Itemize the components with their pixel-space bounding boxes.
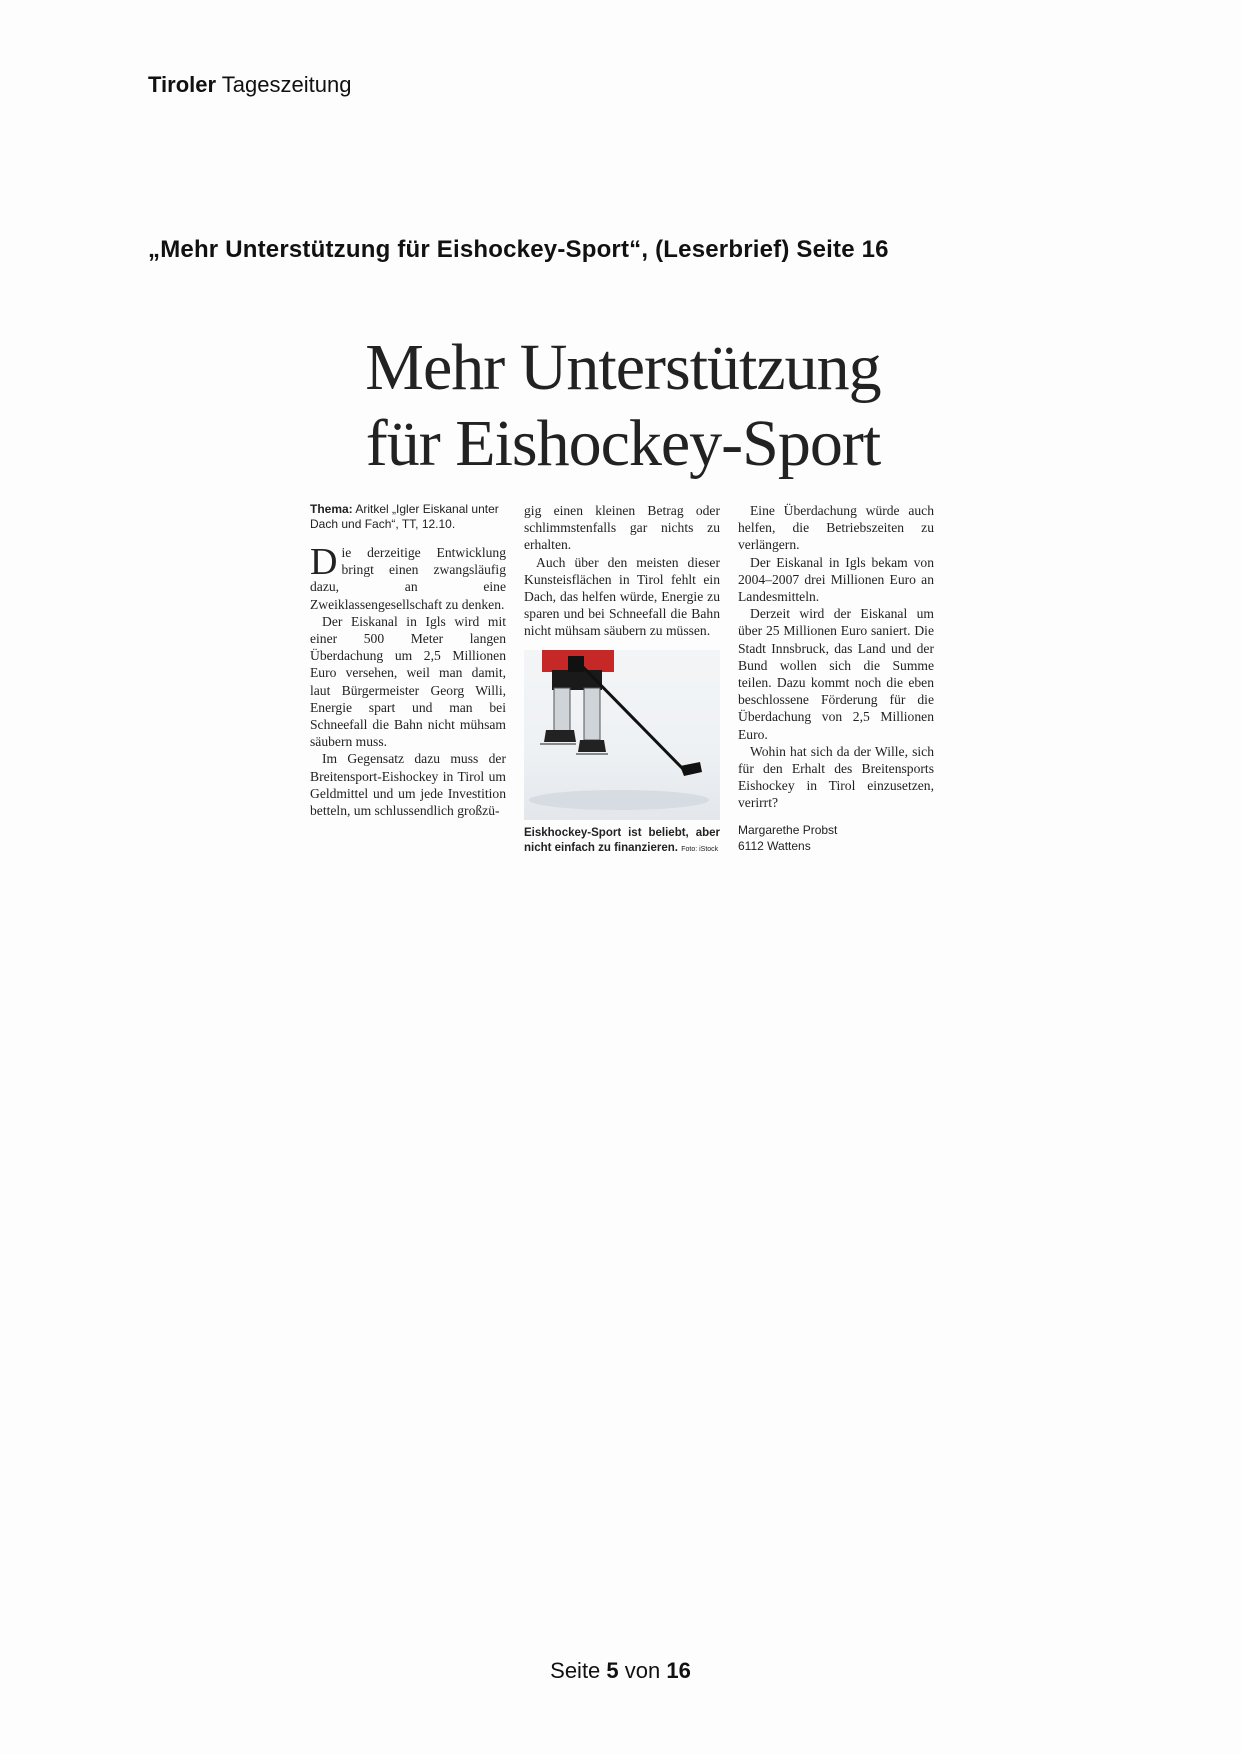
headline-line-2: für Eishockey-Sport [365, 407, 881, 480]
footer-middle: von [618, 1658, 667, 1683]
hockey-player-photo [524, 650, 720, 820]
topic-label: Thema: [310, 502, 353, 516]
paragraph: Der Eiskanal in Igls bekam von 2004–2007 drei Millionen Euro an Landesmitteln. [738, 554, 934, 605]
document-title: „Mehr Unterstützung für Eishockey-Sport“, (Leserbrief) Seite 16 [148, 236, 889, 263]
topic-text: Aritkel „Igler Eiskanal unter Dach und Fach“, TT, 12.10. [310, 502, 499, 531]
paragraph: Der Eiskanal in Igls wird mit einer 500 Meter langen Überdachung um 2,5 Millionen Euro versehen, weil man damit, laut Bürgermeister Georg Willi, Energie spart und man bei Schneefall die Bahn nicht mühsam säubern muss. [310, 613, 506, 750]
paragraph: Derzeit wird der Eiskanal um über 25 Millionen Euro saniert. Die Stadt Innsbruck, das Land und der Bund wollen sich die Summe teilen. Dazu kommt noch die eben beschlossene Förderung für die Überdachung von 2,5 Millionen Euro. [738, 606, 934, 742]
paragraph: Auch über den meisten dieser Kunsteisflächen in Tirol fehlt ein Dach, das helfen würde, Energie zu sparen und bei Schneefall die Bahn nicht mühsam säubern zu müssen. [524, 554, 720, 639]
drop-cap: D [310, 541, 338, 583]
caption-text: Eiskhockey-Sport ist beliebt, aber nicht einfach zu finanzieren. [524, 826, 720, 854]
paragraph-text: ie derzeitige Entwicklung bringt einen zwangsläufig dazu, an eine Zweiklassengesellschaft zu denken. [310, 545, 506, 612]
paragraph: Wohin hat sich da der Wille, sich für den Erhalt des Breitensports Eishockey in Tirol einzusetzen, verirrt? [738, 743, 934, 811]
photo-credit: Foto: iStock [681, 845, 719, 853]
paragraph [310, 541, 506, 613]
current-page: 5 [606, 1658, 619, 1683]
newspaper-brand [148, 72, 351, 98]
column-1 [310, 502, 506, 819]
paragraph: gig einen kleinen Betrag oder schlimmstenfalls gar nichts zu erhalten. [524, 503, 720, 553]
paragraph: Eine Überdachung würde auch helfen, die Betriebszeiten zu verlängern. [738, 503, 934, 553]
total-pages: 16 [666, 1658, 691, 1683]
newspaper-clipping [310, 330, 936, 854]
brand-rest: Tageszeitung [216, 72, 352, 97]
column-3 [738, 502, 934, 854]
author-name: Margarethe Probst [738, 822, 838, 837]
photo-caption [524, 826, 720, 857]
footer-prefix: Seite [550, 1658, 607, 1683]
article-headline [310, 330, 936, 482]
headline-line-1: Mehr Unterstützung [365, 331, 881, 404]
author-signature [738, 822, 934, 854]
page-number [0, 1658, 1241, 1684]
column-2 [524, 502, 720, 857]
paragraph: Im Gegensatz dazu muss der Breitensport-Eishockey in Tirol um Geldmittel und um jede Investition betteln, um schlussendlich großzü- [310, 751, 506, 819]
brand-bold: Tiroler [148, 72, 217, 97]
topic-reference [310, 502, 506, 532]
author-place: 6112 Wattens [738, 838, 811, 853]
